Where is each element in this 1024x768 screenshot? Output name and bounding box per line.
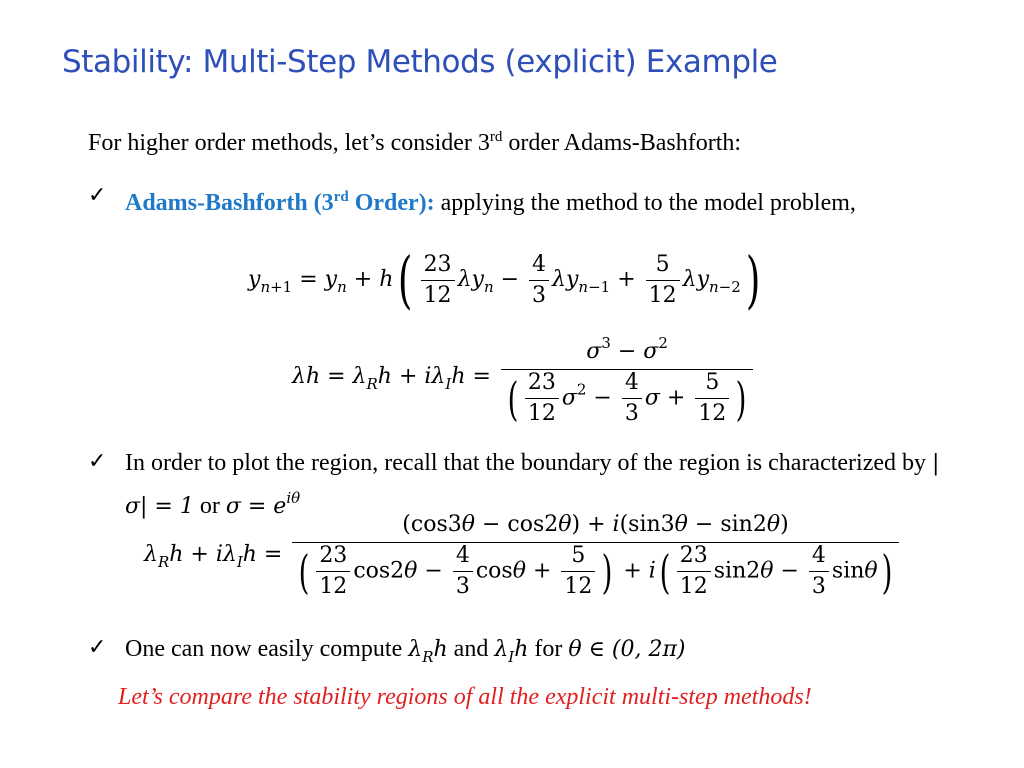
check-mark-icon: ✓ [88,448,107,473]
bullet-compute: One can now easily compute $\lambda_Rh$ and $\lambda_Ih$ for θ ∈ (0, 2π) [125,636,686,666]
check-mark-icon: ✓ [88,634,107,659]
equation-ab3: $y_{n+1} = y_n + h$( $\frac{23}{12}$ $\lambda y_n$ − $\frac{4}{3}$ $\lambda y_{n-1}$ + $\frac{5}{12}$ $\lambda y_{n-2}$) [248,243,761,316]
equation-lambda-h: $\lambda h = \lambda_Rh + i\lambda_Ih$ = $\sigma^3 - \sigma^2$ ( $\frac{23}{12}$ $\sigma^2$ − $\frac{4}{3}$ σ + $\frac{5}{12}$ ) [292,330,756,427]
slide-title: Stability: Multi-Step Methods (explicit) Example [62,44,778,80]
bullet-adams-bashforth: Adams-Bashforth (3rd Order): applying the method to the model problem, [125,189,856,216]
check-mark-icon: ✓ [88,182,107,207]
closing-remark: Let’s compare the stability regions of all the explicit multi-step methods! [118,684,812,710]
bullet-boundary: In order to plot the region, recall that the boundary of the region is characterized by |σ| = 1 or $\sigma = e^{i\theta}$ [125,450,940,519]
equation-boundary: $\lambda_Rh + i\lambda_Ih$ = (cos3θ − cos2θ) + i(sin3θ − sin2θ) ( $\frac{23}{12}$ cos2θ − $\frac{4}{3}$ cosθ + $\frac{5}{12}$ ) + i( $\frac{23}{12}$ sin2θ − $\frac{4}{3}$ sinθ) [144,512,902,600]
bullet-label: Adams-Bashforth (3rd Order): [125,189,435,216]
intro-text: For higher order methods, let’s consider 3rd order Adams-Bashforth: [88,129,742,156]
